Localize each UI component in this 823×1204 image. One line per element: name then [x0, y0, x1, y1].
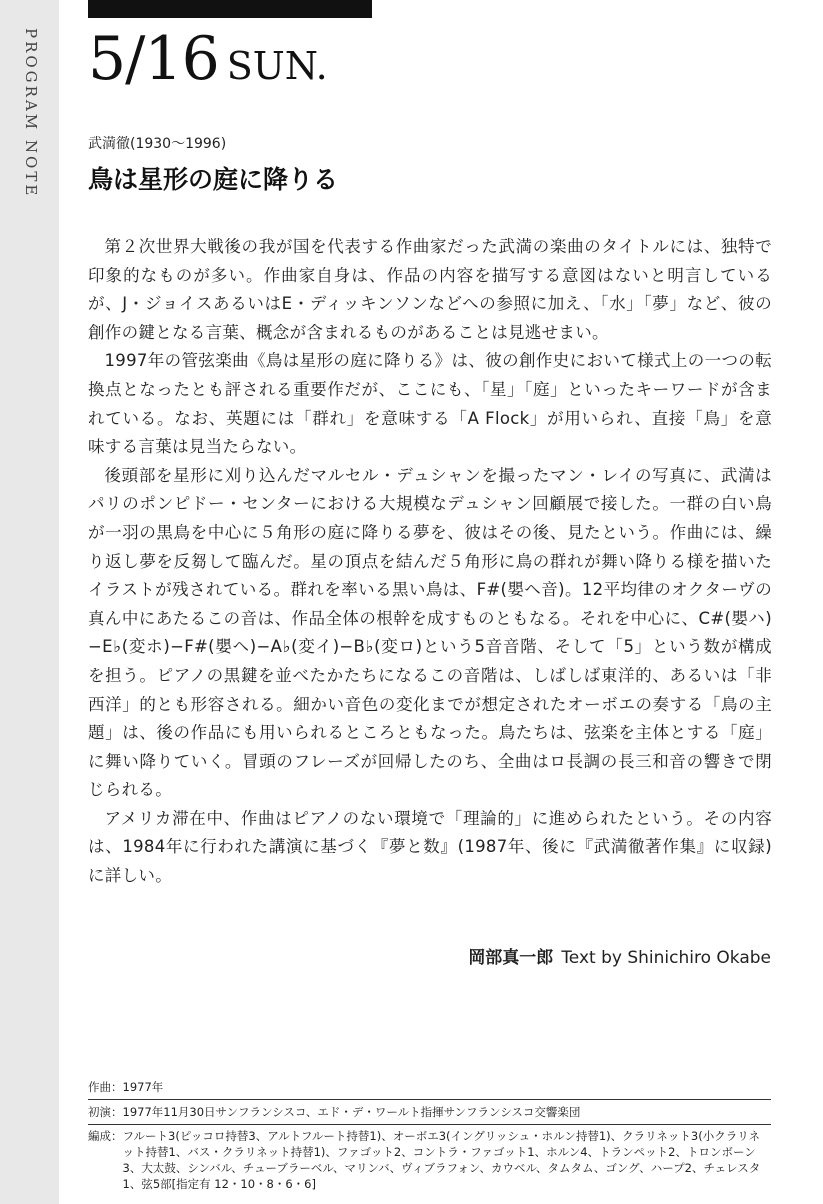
author-credit [468, 943, 771, 968]
paragraph: アメリカ滞在中、作曲はピアノのない環境で「理論的」に進められたという。その内容は、1984年に行われた講演に基づく『夢と数』(1987年、後に『武満徹著作集』に収録)に詳しい。 [88, 808, 772, 886]
date-number: 5/16 [88, 24, 219, 94]
sidebar [0, 0, 59, 1204]
composed-year: 作曲：1977年 [88, 1077, 771, 1100]
author-english: Text by Shinichiro Okabe [561, 948, 771, 968]
instrumentation-label: 編成： [88, 1129, 123, 1143]
header-bar [88, 0, 372, 18]
work-info [88, 1077, 771, 1194]
concert-date [88, 24, 328, 94]
program-note-body [88, 233, 772, 891]
work-title: 鳥は星形の庭に降りる [88, 165, 339, 194]
paragraph: 後頭部を星形に刈り込んだマルセル・デュシャンを撮ったマン・レイの写真に、武満はパリのポンピドー・センターにおける大規模なデュシャン回顧展で接した。一群の白い鳥が一羽の黒鳥を中心に５角形の庭に降りる夢を、彼はその後、見たという。作曲には、繰り返し夢を反芻して臨んだ。星の頂点を結んだ５角形に鳥の群れが舞い降りる様を描いたイラストが残されている。群れを率いる黒い鳥は、F#(嬰ヘ音)。12平均律のオクターヴの真ん中にあたるこの音は、作品全体の根幹を成すものともなる。それを中心に、C#(嬰ハ)−E♭(変ホ)−F#(嬰ヘ)−A♭(変イ)−B♭(変ロ)という5音音階、そして「5」という数が構成を担う。ピアノの黒鍵を並べたかたちになるこの音階は、しばしば東洋的、あるいは「非西洋」的とも形容される。細かい音色の変化までが想定されたオーボエの奏する「鳥の主題」は、後の作品にも用いられるところともなった。鳥たちは、弦楽を主体とする「庭」に舞い降りていく。冒頭のフレーズが回帰したのち、全曲はロ長調の長三和音の響きで閉じられる。 [88, 465, 772, 800]
composer-name: 武満徹(1930〜1996) [88, 136, 227, 152]
premiere-info: 初演：1977年11月30日サンフランシスコ、エド・デ・ワールト指揮サンフランシスコ交響楽団 [88, 1100, 771, 1125]
paragraph: 1997年の管弦楽曲《鳥は星形の庭に降りる》は、彼の創作史において様式上の一つの転換点となったとも評される重要作だが、ここにも、「星」「庭」といったキーワードが含まれている。なお、英題には「群れ」を意味する「A Flock」が用いられ、直接「鳥」を意味する言葉は見当たらない。 [88, 351, 772, 457]
section-label: PROGRAM NOTE [22, 28, 40, 199]
instrumentation [88, 1125, 771, 1194]
weekday: SUN. [226, 44, 328, 88]
instrumentation-list: フルート3(ピッコロ持替3、アルトフルート持替1)、オーボエ3(イングリッシュ・ホルン持替1)、クラリネット3(小クラリネット持替1、バス・クラリネット持替1)、ファゴット2、コントラ・ファゴット1、ホルン4、トランペット2、トロンボーン3、大太鼓、シンバル、チューブラーベル、マリンバ、ヴィブラフォン、カウベル、タムタム、ゴング、ハープ2、チェレスタ1、弦5部[指定有 12・10・8・6・6] [122, 1129, 761, 1191]
author-name: 岡部真一郎 [468, 948, 554, 968]
paragraph: 第２次世界大戦後の我が国を代表する作曲家だった武満の楽曲のタイトルには、独特で印象的なものが多い。作曲家自身は、作品の内容を描写する意図はないと明言しているが、J・ジョイスあるいはE・ディッキンソンなどへの参照に加え、「水」「夢」など、彼の創作の鍵となる言葉、概念が含まれるものがあることは見逃せまい。 [88, 237, 772, 342]
